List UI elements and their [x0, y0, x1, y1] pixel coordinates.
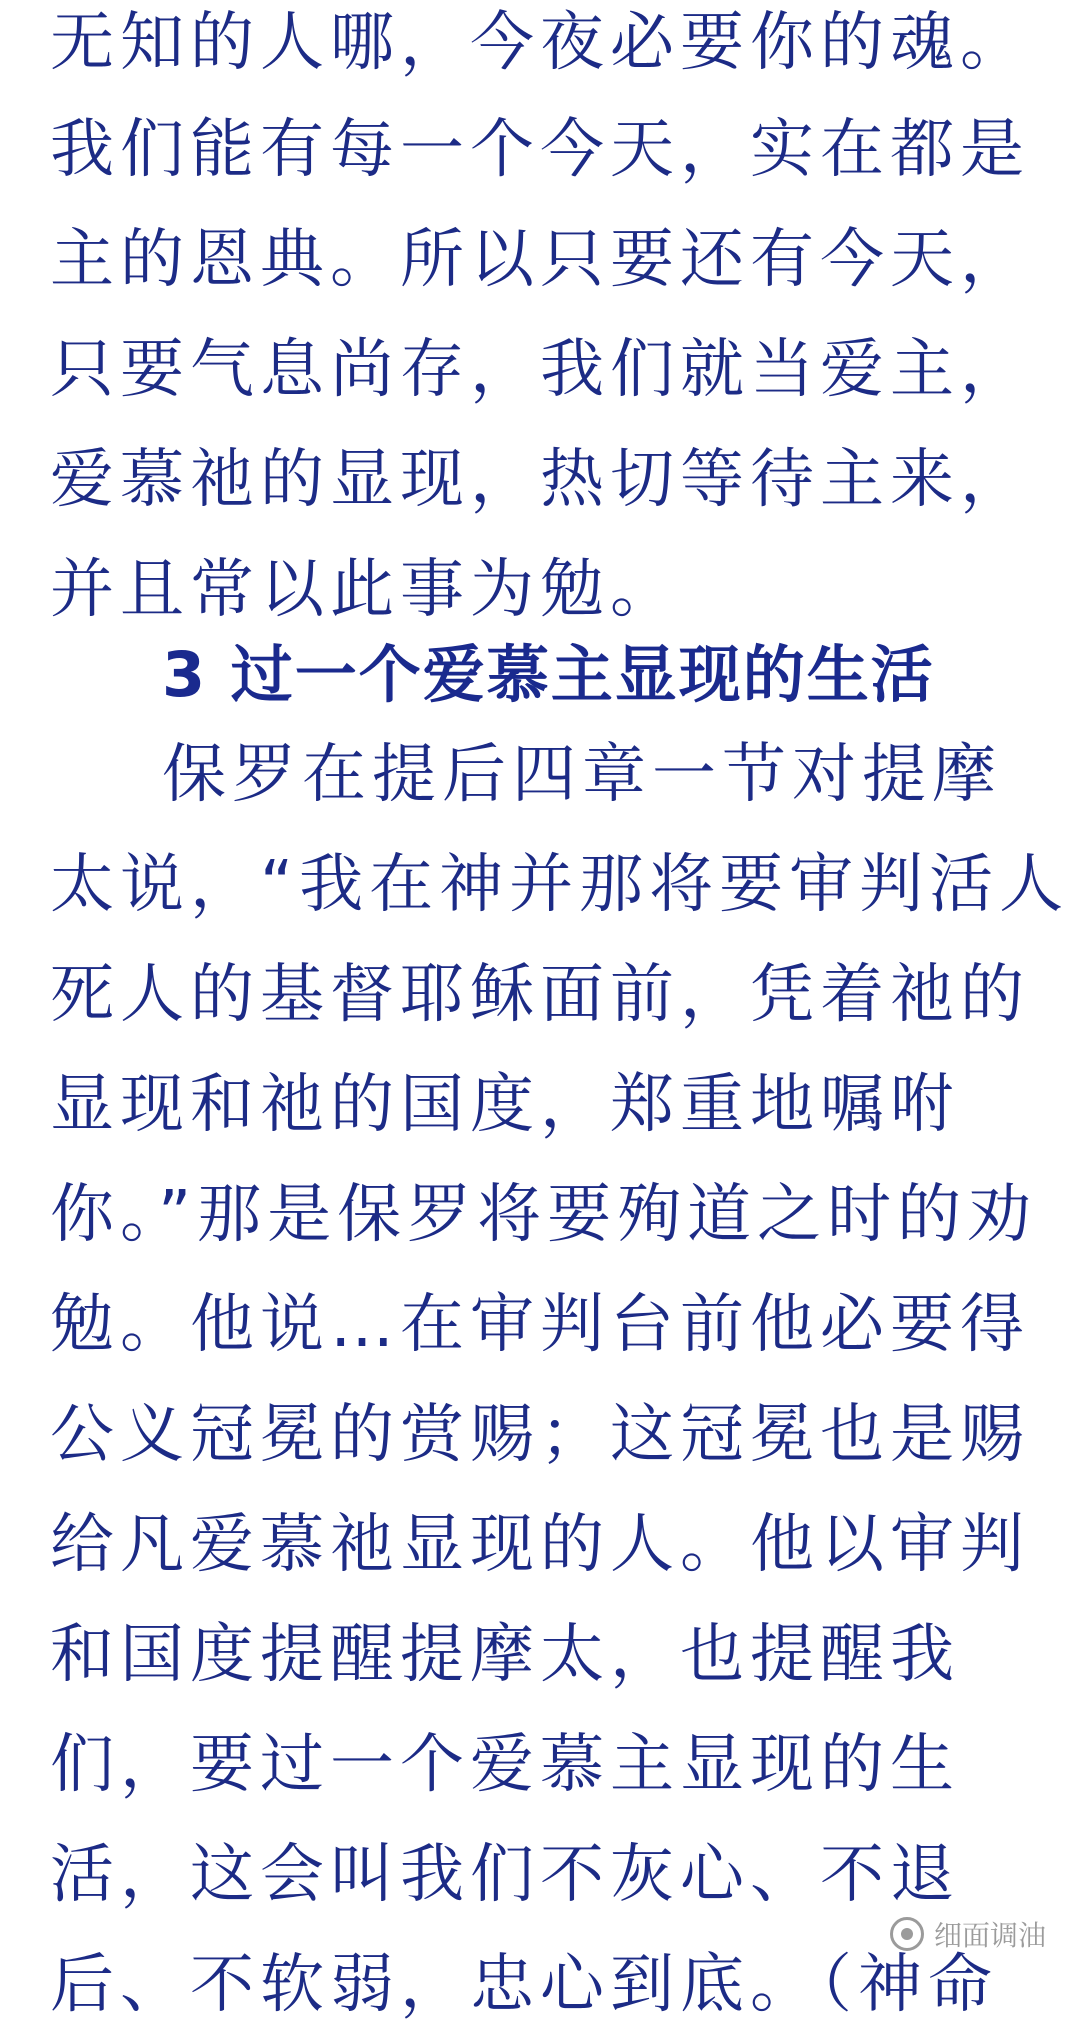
paragraph-line: 主的恩典。所以只要还有今天， [50, 223, 1030, 297]
paragraph-line: 并且常以此事为勉。 [50, 553, 680, 627]
paragraph-line: 保罗在提后四章一节对提摩 [162, 738, 1002, 812]
paragraph-line: 们，要过一个爱慕主显现的生 [50, 1728, 960, 1802]
paragraph-line: 和国度提醒提摩太，也提醒我 [50, 1618, 960, 1692]
source-watermark [890, 1914, 1046, 1954]
paragraph-line: 后、不软弱，忠心到底。（神命 [50, 1948, 998, 2022]
paragraph-line: 无知的人哪，今夜必要你的魂。 [50, 6, 1030, 80]
paragraph-line: 我们能有每一个今天，实在都是 [50, 113, 1030, 187]
paragraph-line: 勉。他说…在审判台前他必要得 [50, 1288, 1030, 1362]
paragraph-line: 爱慕祂的显现，热切等待主来， [50, 443, 1030, 517]
paragraph-line: 只要气息尚存，我们就当爱主， [50, 333, 1030, 407]
watermark-text: 细面调油 [933, 1919, 1046, 1952]
paragraph-line: 太说，“我在神并那将要审判活人 [50, 848, 1070, 922]
paragraph-line: 活，这会叫我们不灰心、不退 [50, 1838, 960, 1912]
paragraph-line: 你。”那是保罗将要殉道之时的劝 [50, 1178, 1038, 1252]
section-heading: 3 过一个爱慕主显现的生活 [162, 638, 935, 711]
wechat-icon [890, 1917, 924, 1951]
paragraph-line: 显现和祂的国度，郑重地嘱咐 [50, 1068, 960, 1142]
paragraph-line: 公义冠冕的赏赐；这冠冕也是赐 [50, 1398, 1030, 1472]
paragraph-line: 死人的基督耶稣面前，凭着祂的 [50, 958, 1030, 1032]
paragraph-line: 给凡爱慕祂显现的人。他以审判 [50, 1508, 1030, 1582]
